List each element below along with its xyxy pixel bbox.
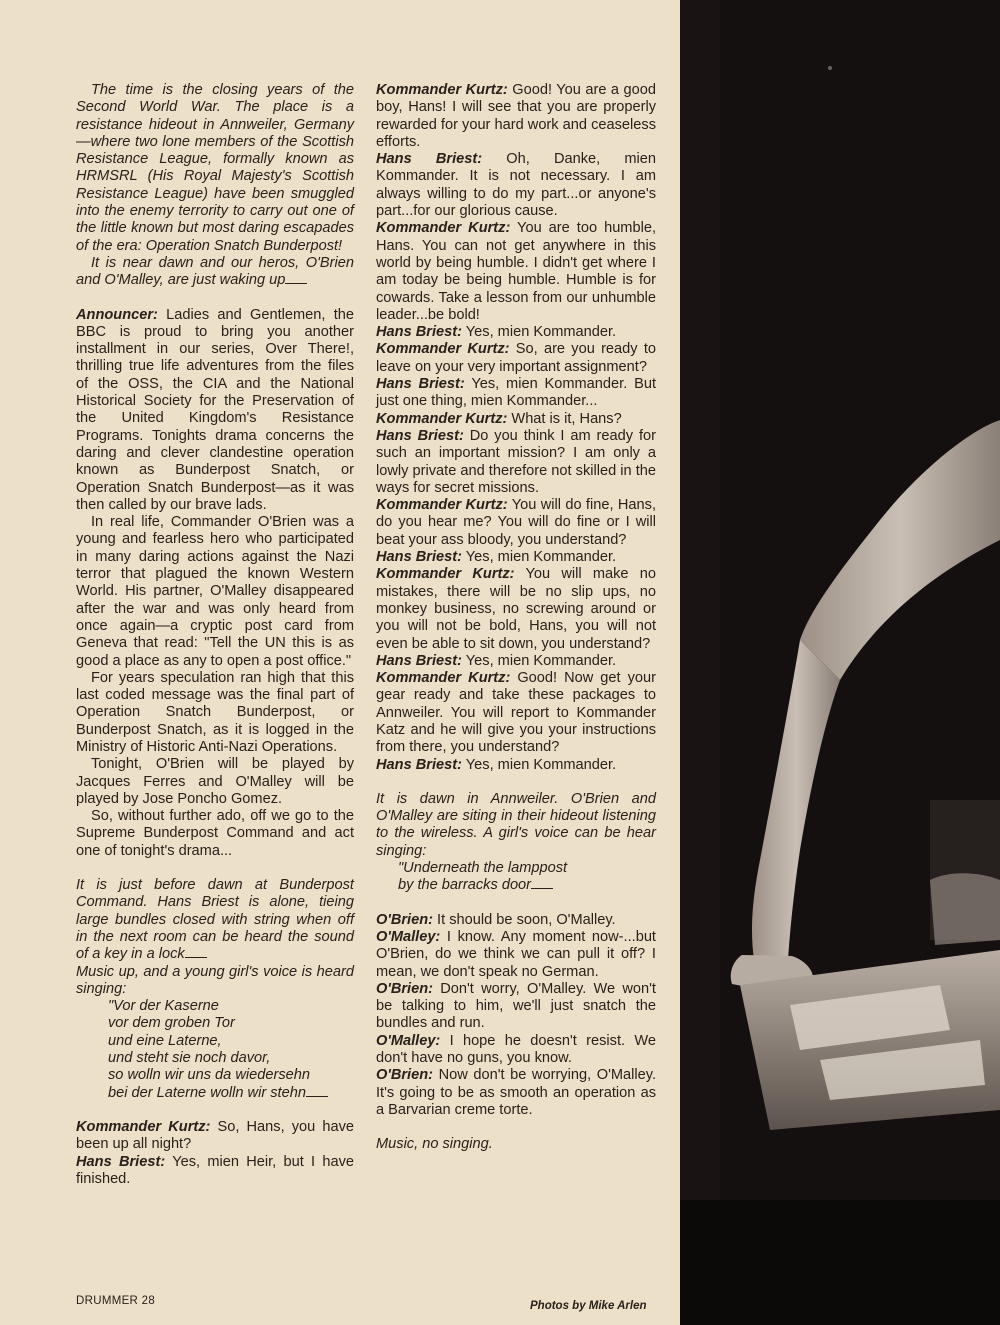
announcer-paragraph-5: So, without further ado, off we go to the Supreme Bunderpost Command and act one of tonight's drama... (76, 808, 354, 859)
dialogue-line: Kommander Kurtz: So, are you ready to leave on your very important assignment? (376, 341, 656, 375)
dialogue-line: Hans Briest: Yes, mien Heir, but I have finished. (76, 1153, 354, 1187)
song-line: und eine Laterne, (108, 1032, 222, 1049)
speaker-label: Hans Briest: (376, 324, 462, 341)
speaker-label: Kommander Kurtz: (376, 341, 510, 358)
speaker-label: O'Brien: (376, 911, 433, 928)
speaker-label: Kommander Kurtz: (376, 410, 508, 427)
photo-credit: Photos by Mike Arlen (530, 1300, 647, 1312)
speaker-label: Kommander Kurtz: (376, 220, 511, 237)
dialogue-line: O'Brien: It should be soon, O'Malley. (376, 911, 616, 928)
song-line: "Underneath the lamppost (398, 860, 568, 877)
photograph (680, 0, 1000, 1325)
photo-illustration (680, 0, 1000, 1325)
announcer-paragraph: Announcer: Ladies and Gentlemen, the BBC is proud to bring you another installment in our series, Over There!, thrilling true life adventures from the files of the OSS, the CIA and the National Historical Society for the Preservation of the United Kingdom's Resistance Programs. Tonights drama concerns the daring and clever clandestine operation known as Bunderpost Snatch, or Operation Snatch Bunderpost—as it was then called by our brave lads. (76, 306, 354, 513)
dialogue-line: Hans Briest: Yes, mien Kommander. (376, 324, 617, 341)
speaker-label: Hans Briest: (376, 427, 464, 444)
speaker-label: O'Brien: (376, 980, 433, 997)
dialogue-line: O'Malley: I hope he doesn't resist. We don't have no guns, you know. (376, 1032, 656, 1067)
speaker-label: O'Malley: (376, 928, 441, 945)
dialogue-line: Kommander Kurtz: So, Hans, you have been up all night? (76, 1118, 354, 1153)
song-line: so wolln wir uns da wiedersehn (108, 1067, 310, 1084)
dialogue-line: Hans Briest: Yes, mien Kommander. But just one thing, mien Kommander... (376, 376, 657, 410)
dialogue-line: O'Malley: I know. Any moment now-...but O'Brien, do we think we can pull it off? I mean, we don't speak no German. (376, 928, 656, 980)
dialogue-line: Kommander Kurtz: You will make no mistakes, there will be no slip ups, no monkey business, no screwing around or you will not be bold, Hans, you will not even be able to sit down, you understand? (376, 566, 656, 652)
speaker-label: Hans Briest: (376, 376, 465, 393)
speaker-label: Hans Briest: (376, 756, 462, 773)
left-column (76, 82, 354, 1188)
announcer-paragraph-2: In real life, Commander O'Brien was a young and fearless hero who participated in many daring actions against the Nazi terror that plagued the known Western World. His partner, O'Malley disappeared after the war and was only heard from once again—a cryptic post card from Geneva that read: "Tell the UN this is as good a place as any to open a post office." (76, 514, 354, 669)
intro-paragraph-2: It is near dawn and our heros, O'Brien and O'Malley, are just waking up (76, 254, 354, 289)
song-line: bei der Laterne wolln wir stehn (76, 1085, 354, 1102)
speaker-label: O'Brien: (376, 1067, 433, 1084)
speaker-label: Kommander Kurtz: (376, 497, 508, 514)
announcer-paragraph-4: Tonight, O'Brien will be played by Jacques Ferres and O'Malley will be played by Jose Poncho Gomez. (76, 756, 354, 807)
song-line: vor dem groben Tor (108, 1015, 235, 1032)
dialogue-line: Hans Briest: Oh, Danke, mien Kommander. It is not necessary. I am always willing to do my part...or anyone's part...for our glorious cause. (376, 151, 657, 220)
closing-direction: Music, no singing. (376, 1136, 493, 1153)
speaker-label: Kommander Kurtz: (376, 82, 508, 98)
song-line: by the barracks door (376, 877, 656, 894)
dialogue-line: Hans Briest: Do you think I am ready for such an important mission? I am only a lowly private and therefore not skilled in the ways for secret missions. (376, 427, 656, 496)
stage-direction: It is dawn in Annweiler. O'Brien and O'Malley are siting in their hideout listening to the wireless. A girl's voice can be hear singing: (376, 790, 656, 859)
speaker-label: Hans Briest: (76, 1153, 166, 1170)
dialogue-line: Hans Briest: Yes, mien Kommander. (376, 549, 617, 566)
dialogue-line: O'Brien: Don't worry, O'Malley. We won't be talking to him, we'll just snatch the bundles and run. (376, 980, 656, 1032)
speaker-label: Kommander Kurtz: (76, 1118, 211, 1135)
speaker-label: Hans Briest: (376, 151, 483, 168)
speaker-label: Kommander Kurtz: (376, 670, 511, 687)
speaker-label: Hans Briest: (376, 652, 462, 669)
dialogue-line: Kommander Kurtz: Good! You are a good boy, Hans! I will see that you are properly rewarded for your hard work and ceaseless efforts. (376, 82, 656, 150)
speaker-label: Hans Briest: (376, 549, 462, 566)
dialogue-line: Kommander Kurtz: What is it, Hans? (376, 410, 622, 427)
speaker-label: O'Malley: (376, 1032, 441, 1049)
middle-column (376, 82, 656, 1154)
song-line: und steht sie noch davor, (108, 1050, 271, 1067)
dialogue-line: Kommander Kurtz: You are too humble, Hans. You can not get anywhere in this world by being humble. I didn't get where I am today be being humble. Humble is for cowards. Take a lesson from our unhumble leader...be bold! (376, 220, 656, 323)
stage-direction-music: Music up, and a young girl's voice is heard singing: (76, 963, 354, 997)
dialogue-line: Hans Briest: Yes, mien Kommander. (376, 756, 617, 773)
dialogue-line: O'Brien: Now don't be worrying, O'Malley. It's going to be as smooth an operation as a Barvarian creme torte. (376, 1067, 656, 1118)
speaker-label: Kommander Kurtz: (376, 566, 515, 583)
intro-paragraph: The time is the closing years of the Second World War. The place is a resistance hideout in Annweiler, Germany—where two lone members of the Scottish Resistance League, formally known as HRMSRL (His Royal Majesty's Scottish Resistance League) have been smuggled into the enemy terrority to carry out one of the little known but most daring escapades of the era: Operation Snatch Bunderpost! (76, 82, 354, 254)
dialogue-line: Kommander Kurtz: Good! Now get your gear ready and take these packages to Annweiler. You will report to Kommander Katz and he will give you your instructions from there, you understand? (376, 670, 656, 756)
speaker-label: Announcer: (76, 306, 158, 323)
dialogue-line: Hans Briest: Yes, mien Kommander. (376, 652, 617, 669)
stage-direction: It is just before dawn at Bunderpost Command. Hans Briest is alone, tieing large bundles closed with string when off in the next room can be heard the sound of a key in a lock (76, 877, 354, 963)
song-line: "Vor der Kaserne (108, 998, 219, 1015)
page-folio: DRUMMER 28 (76, 1295, 156, 1307)
announcer-paragraph-3: For years speculation ran high that this last coded message was the final part of Operation Snatch Bunderpost, or Bunderpost Snatch, as it is logged in the Ministry of Historic Anti-Nazi Operations. (76, 669, 354, 755)
dialogue-line: Kommander Kurtz: You will do fine, Hans, do you hear me? You will do fine or I will beat your ass bloody, you understand? (376, 497, 656, 548)
